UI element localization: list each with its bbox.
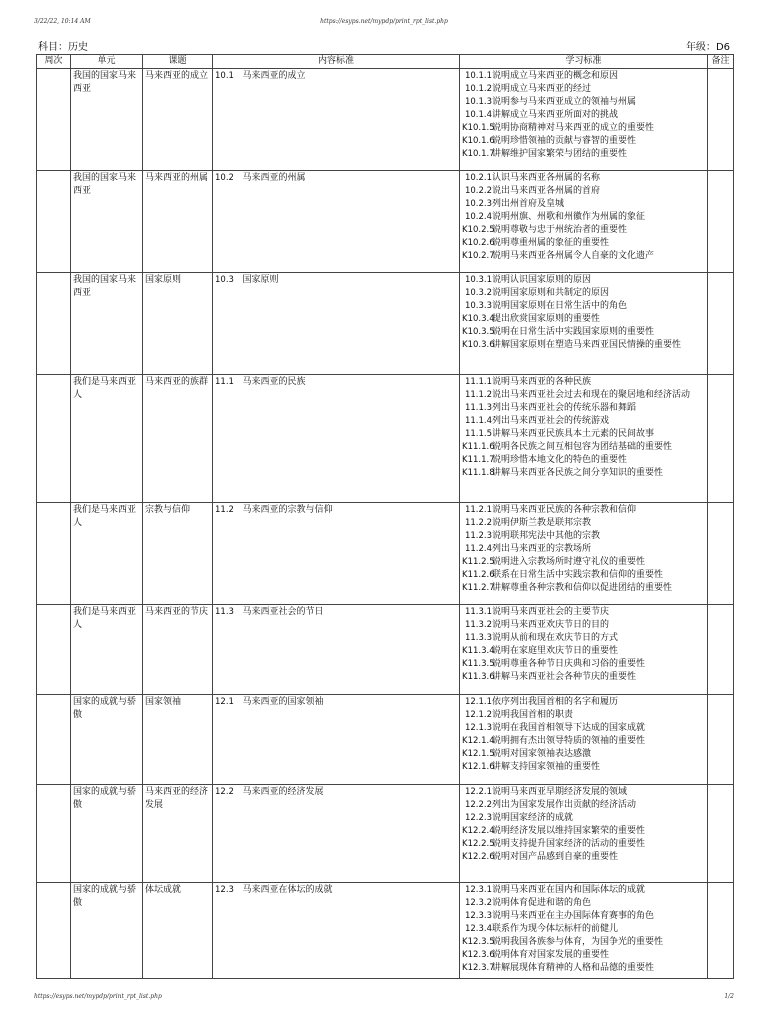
header-remark: 备注 — [708, 55, 734, 69]
standard-text: 联系在日常生活中实践宗教和信仰的重要性 — [492, 570, 664, 580]
standard-code: K10.2.5 — [462, 225, 495, 235]
table-row — [37, 883, 734, 979]
standard-text: 说明珍惜领袖的贡献与睿智的重要性 — [492, 136, 637, 146]
standard-code: 12.1.3 — [464, 723, 492, 733]
learning-standard-item — [462, 326, 705, 339]
standard-text: 说明国家原则和共制定的原因 — [492, 288, 610, 298]
unit-cell: 我们是马来西亚人 — [71, 503, 143, 605]
learning-standard-item — [462, 339, 705, 352]
topic-cell: 国家原则 — [143, 273, 213, 375]
learning-standard-item — [462, 722, 705, 735]
content-code: 10.2 — [215, 173, 234, 183]
topic-cell: 马来西亚的州属 — [143, 171, 213, 273]
standard-text: 说明进入宗教场所时遵守礼仪的重要性 — [492, 557, 646, 567]
learning-standard-item — [462, 799, 705, 812]
learning-standard-item — [462, 517, 705, 530]
standard-text: 说明协商精神对马来西亚的成立的重要性 — [492, 123, 655, 133]
standard-code: 12.3.4 — [464, 924, 492, 934]
learning-standard-item — [462, 504, 705, 517]
header-topic: 课题 — [143, 55, 213, 69]
header-learning-standard: 学习标准 — [460, 55, 708, 69]
remark-cell — [708, 375, 734, 503]
learning-standard-item — [462, 658, 705, 671]
print-header — [34, 18, 734, 32]
content-standard-cell — [213, 883, 460, 979]
standard-code: 12.1.1 — [464, 697, 492, 707]
content-text: 马来西亚的经济发展 — [242, 787, 324, 797]
week-cell — [37, 171, 71, 273]
learning-standard-item — [462, 415, 705, 428]
content-standard-cell — [213, 605, 460, 695]
standard-code: K10.3.6 — [462, 340, 495, 350]
print-url: https://esyps.net/mypdp/print_rpt_list.php — [320, 18, 448, 25]
learning-standard-item — [462, 884, 705, 897]
week-cell — [37, 375, 71, 503]
unit-cell: 我们是马来西亚人 — [71, 375, 143, 503]
standard-code: K11.2.6 — [462, 570, 495, 580]
learning-standard-item — [462, 224, 705, 237]
topic-cell: 马来西亚的经济发展 — [143, 785, 213, 883]
learning-standard-item — [462, 274, 705, 287]
table-row — [37, 695, 734, 785]
remark-cell — [708, 503, 734, 605]
learning-standard-item — [462, 250, 705, 263]
standard-text: 说出马来西亚社会过去和现在的聚居地和经济活动 — [492, 390, 691, 400]
week-cell — [37, 69, 71, 171]
standard-text: 说明从前和现在欢庆节日的方式 — [492, 633, 619, 643]
standard-code: 10.3.1 — [464, 275, 492, 285]
learning-standard-item — [462, 812, 705, 825]
standard-text: 列出州首府及皇城 — [492, 199, 565, 209]
standard-code: K11.1.8 — [462, 468, 495, 478]
week-cell — [37, 785, 71, 883]
standard-code: K11.2.5 — [462, 557, 495, 567]
standard-code: 10.2.1 — [464, 173, 492, 183]
standard-text: 说明在我国首相领导下达成的国家成就 — [492, 723, 646, 733]
learning-standard-item — [462, 825, 705, 838]
standard-text: 说明成立马来西亚的经过 — [492, 84, 592, 94]
standard-text: 讲解成立马来西亚所面对的挑战 — [492, 110, 619, 120]
table-row — [37, 375, 734, 503]
standard-text: 说明马来西亚民族的各种宗教和信仰 — [492, 505, 637, 515]
lesson-plan-table — [36, 54, 734, 979]
week-cell — [37, 883, 71, 979]
table-row — [37, 171, 734, 273]
standard-text: 联系作为现今体坛标杆的前健儿 — [492, 924, 619, 934]
grade-label — [686, 38, 730, 53]
content-code: 12.1 — [215, 697, 234, 707]
page-number: 1/2 — [724, 993, 734, 1000]
footer-url: https://esyps.net/mypdp/print_rpt_list.php — [34, 993, 162, 1000]
learning-standard-item — [462, 645, 705, 658]
standard-code: 12.3.1 — [464, 885, 492, 895]
unit-cell: 国家的成就与骄傲 — [71, 883, 143, 979]
standard-code: K12.3.6 — [462, 950, 495, 960]
topic-cell: 国家领袖 — [143, 695, 213, 785]
standard-code: K10.3.4 — [462, 314, 495, 324]
content-standard-cell — [213, 375, 460, 503]
content-text: 马来西亚的宗教与信仰 — [242, 505, 333, 515]
topic-cell: 宗教与信仰 — [143, 503, 213, 605]
remark-cell — [708, 69, 734, 171]
standard-code: 12.2.1 — [464, 787, 492, 797]
learning-standard-cell — [460, 375, 708, 503]
standard-code: 11.3.2 — [464, 620, 492, 630]
content-standard-cell — [213, 171, 460, 273]
learning-standard-item — [462, 109, 705, 122]
learning-standard-item — [462, 582, 705, 595]
standard-text: 说明对国产品感到自豪的重要性 — [492, 852, 619, 862]
standard-text: 讲解马来西亚各民族之间分享知识的重要性 — [492, 468, 664, 478]
topic-cell: 马来西亚的成立 — [143, 69, 213, 171]
print-footer — [34, 993, 734, 1007]
standard-code: 10.2.3 — [464, 199, 492, 209]
standard-text: 说明马来西亚欢庆节日的目的 — [492, 620, 610, 630]
content-code: 10.3 — [215, 275, 234, 285]
learning-standard-item — [462, 467, 705, 480]
standard-text: 列出马来西亚社会的传统乐器和舞蹈 — [492, 403, 637, 413]
learning-standard-item — [462, 148, 705, 161]
standard-text: 讲解维护国家繁荣与团结的重要性 — [492, 149, 628, 159]
table-row — [37, 503, 734, 605]
remark-cell — [708, 273, 734, 375]
standard-code: K11.2.7 — [462, 583, 495, 593]
content-text: 马来西亚的成立 — [242, 71, 306, 81]
standard-code: 12.2.3 — [464, 813, 492, 823]
learning-standard-item — [462, 530, 705, 543]
learning-standard-item — [462, 389, 705, 402]
content-standard-cell — [213, 273, 460, 375]
week-cell — [37, 695, 71, 785]
standard-code: 12.3.3 — [464, 911, 492, 921]
content-text: 马来西亚在体坛的成就 — [242, 885, 333, 895]
standard-text: 说明在日常生活中实践国家原则的重要性 — [492, 327, 655, 337]
standard-text: 说明尊重各种节日庆典和习俗的重要性 — [492, 659, 646, 669]
content-text: 马来西亚的民族 — [242, 377, 306, 387]
learning-standard-item — [462, 211, 705, 224]
standard-code: 11.3.1 — [464, 607, 492, 617]
standard-text: 说明支持提升国家经济的活动的重要性 — [492, 839, 646, 849]
standard-code: K12.3.7 — [462, 963, 495, 973]
standard-text: 说明马来西亚在主办国际体育赛事的角色 — [492, 911, 655, 921]
learning-standard-item — [462, 172, 705, 185]
remark-cell — [708, 695, 734, 785]
learning-standard-item — [462, 96, 705, 109]
content-text: 马来西亚的国家领袖 — [242, 697, 324, 707]
standard-code: K11.1.6 — [462, 442, 495, 452]
standard-code: 11.1.2 — [464, 390, 492, 400]
standard-code: 10.2.2 — [464, 186, 492, 196]
learning-standard-item — [462, 556, 705, 569]
unit-cell: 国家的成就与骄傲 — [71, 785, 143, 883]
standard-text: 说明体育对国家发展的重要性 — [492, 950, 610, 960]
learning-standard-item — [462, 910, 705, 923]
standard-text: 说明马来西亚社会的主要节庆 — [492, 607, 610, 617]
learning-standard-item — [462, 619, 705, 632]
standard-text: 说明体育促进和谐的角色 — [492, 898, 592, 908]
learning-standard-item — [462, 761, 705, 774]
content-code: 11.1 — [215, 377, 234, 387]
learning-standard-item — [462, 671, 705, 684]
unit-cell: 我国的国家马来西亚 — [71, 171, 143, 273]
content-code: 12.3 — [215, 885, 234, 895]
standard-code: 10.1.4 — [464, 110, 492, 120]
standard-code: 12.2.2 — [464, 800, 492, 810]
standard-text: 讲解尊重各种宗教和信仰以促进团结的重要性 — [492, 583, 673, 593]
learning-standard-item — [462, 709, 705, 722]
standard-text: 说明国家原则在日常生活中的角色 — [492, 301, 628, 311]
standard-text: 说明珍惜本地文化的特色的重要性 — [492, 455, 628, 465]
standard-code: 12.3.2 — [464, 898, 492, 908]
standard-code: K12.1.6 — [462, 762, 495, 772]
learning-standard-item — [462, 376, 705, 389]
standard-code: K12.2.5 — [462, 839, 495, 849]
standard-text: 说明成立马来西亚的概念和原因 — [492, 71, 619, 81]
content-code: 12.2 — [215, 787, 234, 797]
standard-text: 讲解马来西亚民族具本土元素的民间故事 — [492, 429, 655, 439]
remark-cell — [708, 883, 734, 979]
learning-standard-item — [462, 198, 705, 211]
standard-text: 讲解马来西亚社会各种节庆的重要性 — [492, 672, 637, 682]
week-cell — [37, 273, 71, 375]
learning-standard-item — [462, 949, 705, 962]
standard-code: 12.1.2 — [464, 710, 492, 720]
learning-standard-cell — [460, 695, 708, 785]
standard-code: 10.1.1 — [464, 71, 492, 81]
header-unit: 单元 — [71, 55, 143, 69]
week-cell — [37, 605, 71, 695]
learning-standard-item — [462, 569, 705, 582]
learning-standard-cell — [460, 171, 708, 273]
header-content-standard: 内容标准 — [213, 55, 460, 69]
standard-code: 11.2.1 — [464, 505, 492, 515]
standard-code: 11.2.3 — [464, 531, 492, 541]
subject-label: 科目：历史 — [38, 42, 88, 53]
standard-text: 说明马来西亚早期经济发展的领域 — [492, 787, 628, 797]
standard-code: 11.2.2 — [464, 518, 492, 528]
learning-standard-item — [462, 606, 705, 619]
learning-standard-item — [462, 936, 705, 949]
standard-text: 说明伊斯兰教是联邦宗教 — [492, 518, 592, 528]
grade-label-text: 年级： — [685, 42, 716, 53]
table-row — [37, 605, 734, 695]
content-standard-cell — [213, 785, 460, 883]
standard-code: 10.3.3 — [464, 301, 492, 311]
standard-code: K10.1.6 — [462, 136, 495, 146]
content-standard-cell — [213, 503, 460, 605]
learning-standard-item — [462, 962, 705, 975]
standard-text: 说明尊敬与忠于州统治者的重要性 — [492, 225, 628, 235]
standard-code: K10.2.7 — [462, 251, 495, 261]
standard-code: 10.3.2 — [464, 288, 492, 298]
header-week: 周次 — [37, 55, 71, 69]
learning-standard-item — [462, 632, 705, 645]
learning-standard-item — [462, 300, 705, 313]
standard-code: K12.2.6 — [462, 852, 495, 862]
content-text: 马来西亚的州属 — [242, 173, 306, 183]
standard-text: 说明各民族之间互相包容为团结基础的重要性 — [492, 442, 673, 452]
learning-standard-item — [462, 428, 705, 441]
standard-text: 说明拥有杰出领导特质的领袖的重要性 — [492, 736, 646, 746]
standard-code: 11.1.1 — [464, 377, 492, 387]
learning-standard-cell — [460, 273, 708, 375]
learning-standard-item — [462, 838, 705, 851]
standard-text: 认识马来西亚各州属的名称 — [492, 173, 601, 183]
standard-code: K12.2.4 — [462, 826, 495, 836]
table-header-row — [37, 55, 734, 69]
learning-standard-item — [462, 135, 705, 148]
grade-value: D6 — [715, 42, 730, 53]
content-code: 10.1 — [215, 71, 234, 81]
unit-cell: 我们是马来西亚人 — [71, 605, 143, 695]
learning-standard-item — [462, 70, 705, 83]
topic-cell: 马来西亚的节庆 — [143, 605, 213, 695]
remark-cell — [708, 171, 734, 273]
learning-standard-item — [462, 402, 705, 415]
standard-text: 说明联邦宪法中其他的宗教 — [492, 531, 601, 541]
content-text: 国家原则 — [242, 275, 279, 285]
learning-standard-item — [462, 185, 705, 198]
standard-code: K12.3.5 — [462, 937, 495, 947]
standard-code: K10.1.5 — [462, 123, 495, 133]
standard-text: 说明马来西亚在国内和国际体坛的成就 — [492, 885, 646, 895]
standard-code: 10.2.4 — [464, 212, 492, 222]
standard-text: 说明马来西亚各州属令人自豪的文化遗产 — [492, 251, 655, 261]
learning-standard-item — [462, 287, 705, 300]
standard-code: K11.3.6 — [462, 672, 495, 682]
standard-text: 说明尊重州属的象征的重要性 — [492, 238, 610, 248]
learning-standard-item — [462, 696, 705, 709]
standard-text: 讲解支持国家领袖的重要性 — [492, 762, 601, 772]
unit-cell: 我国的国家马来西亚 — [71, 69, 143, 171]
standard-text: 依序列出我国首相的名字和履历 — [492, 697, 619, 707]
learning-standard-item — [462, 735, 705, 748]
standard-text: 说明州旗、州歌和州徽作为州属的象征 — [492, 212, 646, 222]
standard-text: 说明国家经济的成就 — [492, 813, 574, 823]
learning-standard-cell — [460, 69, 708, 171]
standard-code: K10.1.7 — [462, 149, 495, 159]
learning-standard-cell — [460, 605, 708, 695]
standard-text: 说明对国家领袖表达感激 — [492, 749, 592, 759]
standard-code: K11.3.5 — [462, 659, 495, 669]
standard-text: 说出马来西亚各州属的首府 — [492, 186, 601, 196]
standard-code: 11.1.4 — [464, 416, 492, 426]
standard-text: 说明我国首相的职责 — [492, 710, 574, 720]
content-text: 马来西亚社会的节日 — [242, 607, 324, 617]
learning-standard-item — [462, 851, 705, 864]
content-standard-cell — [213, 69, 460, 171]
standard-text: 提出欣赏国家原则的重要性 — [492, 314, 601, 324]
meta-row — [36, 38, 732, 52]
standard-text: 说明马来西亚的各种民族 — [492, 377, 592, 387]
topic-cell: 马来西亚的族群 — [143, 375, 213, 503]
learning-standard-item — [462, 543, 705, 556]
table-row — [37, 273, 734, 375]
standard-code: 10.1.3 — [464, 97, 492, 107]
standard-text: 说明经济发展以维持国家繁荣的重要性 — [492, 826, 646, 836]
standard-code: K11.1.7 — [462, 455, 495, 465]
unit-cell: 我国的国家马来西亚 — [71, 273, 143, 375]
print-datetime: 3/22/22, 10:14 AM — [34, 18, 91, 25]
remark-cell — [708, 785, 734, 883]
standard-code: 10.1.2 — [464, 84, 492, 94]
learning-standard-item — [462, 454, 705, 467]
learning-standard-item — [462, 923, 705, 936]
content-standard-cell — [213, 695, 460, 785]
standard-code: K12.1.4 — [462, 736, 495, 746]
standard-text: 列出为国家发展作出贡献的经济活动 — [492, 800, 637, 810]
content-code: 11.2 — [215, 505, 234, 515]
standard-code: K10.3.5 — [462, 327, 495, 337]
standard-text: 列出马来西亚的宗教场所 — [492, 544, 592, 554]
table-row — [37, 785, 734, 883]
unit-cell: 国家的成就与骄傲 — [71, 695, 143, 785]
learning-standard-item — [462, 83, 705, 96]
standard-code: 11.3.3 — [464, 633, 492, 643]
standard-text: 讲解展现体育精神的人格和品德的重要性 — [492, 963, 655, 973]
learning-standard-cell — [460, 883, 708, 979]
learning-standard-item — [462, 122, 705, 135]
standard-code: 11.1.5 — [464, 429, 492, 439]
standard-text: 说明认识国家原则的原因 — [492, 275, 592, 285]
learning-standard-cell — [460, 503, 708, 605]
standard-text: 列出马来西亚社会的传统游戏 — [492, 416, 610, 426]
table-row — [37, 69, 734, 171]
standard-code: 11.2.4 — [464, 544, 492, 554]
standard-code: K11.3.4 — [462, 646, 495, 656]
learning-standard-item — [462, 313, 705, 326]
standard-text: 说明我国各族参与体育，为国争光的重要性 — [492, 937, 664, 947]
remark-cell — [708, 605, 734, 695]
learning-standard-item — [462, 748, 705, 761]
learning-standard-item — [462, 441, 705, 454]
standard-text: 说明在家庭里欢庆节日的重要性 — [492, 646, 619, 656]
topic-cell: 体坛成就 — [143, 883, 213, 979]
learning-standard-item — [462, 237, 705, 250]
learning-standard-item — [462, 897, 705, 910]
learning-standard-cell — [460, 785, 708, 883]
standard-code: K10.2.6 — [462, 238, 495, 248]
standard-text: 讲解国家原则在塑造马来西亚国民情操的重要性 — [492, 340, 682, 350]
standard-code: K12.1.5 — [462, 749, 495, 759]
standard-code: 11.1.3 — [464, 403, 492, 413]
content-code: 11.3 — [215, 607, 234, 617]
standard-text: 说明参与马来西亚成立的领袖与州属 — [492, 97, 637, 107]
learning-standard-item — [462, 786, 705, 799]
week-cell — [37, 503, 71, 605]
